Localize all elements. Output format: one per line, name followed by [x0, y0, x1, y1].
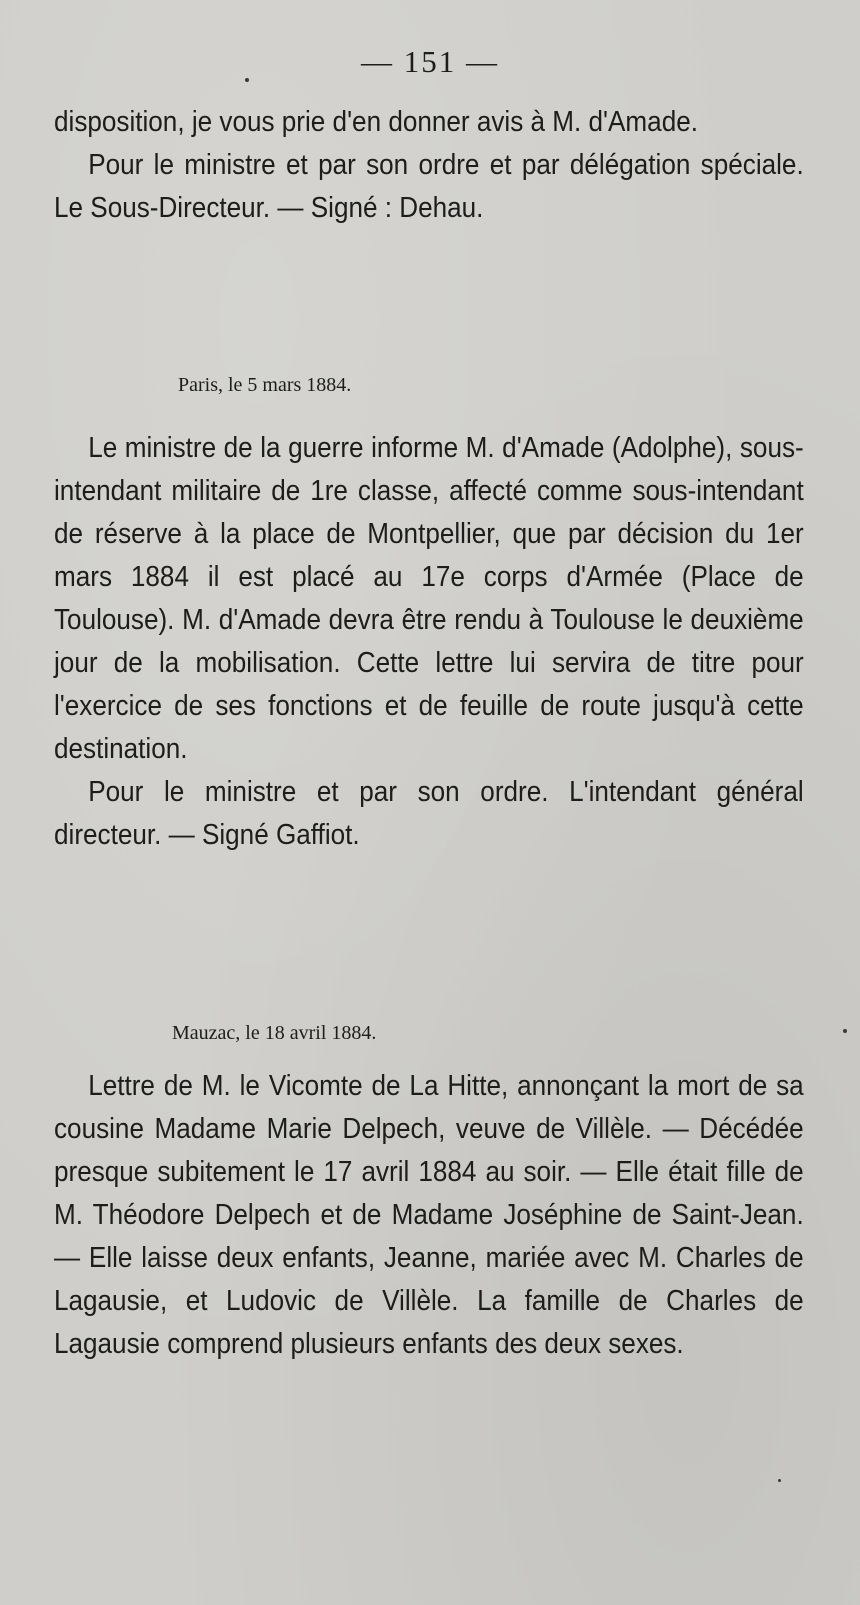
ink-speck [843, 1029, 847, 1033]
letter-entry [54, 1065, 804, 1366]
paragraph: disposition, je vous prie d'en donner avis à M. d'Amade. [54, 106, 698, 138]
ink-speck [778, 1479, 781, 1482]
signature-paragraph: Pour le ministre et par son ordre et par délégation spéciale. Le Sous-Directeur. — Signé : Dehau. [54, 149, 804, 224]
ink-speck [245, 78, 249, 82]
signature-paragraph: Pour le ministre et par son ordre. L'intendant général directeur. — Signé Gaffiot. [54, 776, 804, 851]
dateline: Paris, le 5 mars 1884. [178, 374, 352, 396]
paragraph: Le ministre de la guerre informe M. d'Amade (Adolphe), sous-intendant militaire de 1re classe, affecté comme sous-intendant de réserve à la place de Montpellier, que par décision du 1er mars 1884 il est placé au 17e corps d'Armée (Place de Toulouse). M. d'Amade devra être rendu à Toulouse le deuxième jour de la mobilisation. Cette lettre lui servira de titre pour l'exercice de ses fonctions et de feuille de route jusqu'à cette destination. [54, 432, 804, 765]
dateline: Mauzac, le 18 avril 1884. [172, 1022, 377, 1044]
paragraph: Lettre de M. le Vicomte de La Hitte, annonçant la mort de sa cousine Madame Marie Delpech, veuve de Villèle. — Décédée presque subitement le 17 avril 1884 au soir. — Elle était fille de M. Théodore Delpech et de Madame Joséphine de Saint-Jean. — Elle laisse deux enfants, Jeanne, mariée avec M. Charles de Lagausie, et Ludovic de Villèle. La famille de Charles de Lagausie comprend plusieurs enfants des deux sexes. [54, 1070, 804, 1360]
page-number: — 151 — [361, 44, 499, 79]
letter-continuation [54, 101, 804, 230]
letter-entry [54, 427, 804, 857]
